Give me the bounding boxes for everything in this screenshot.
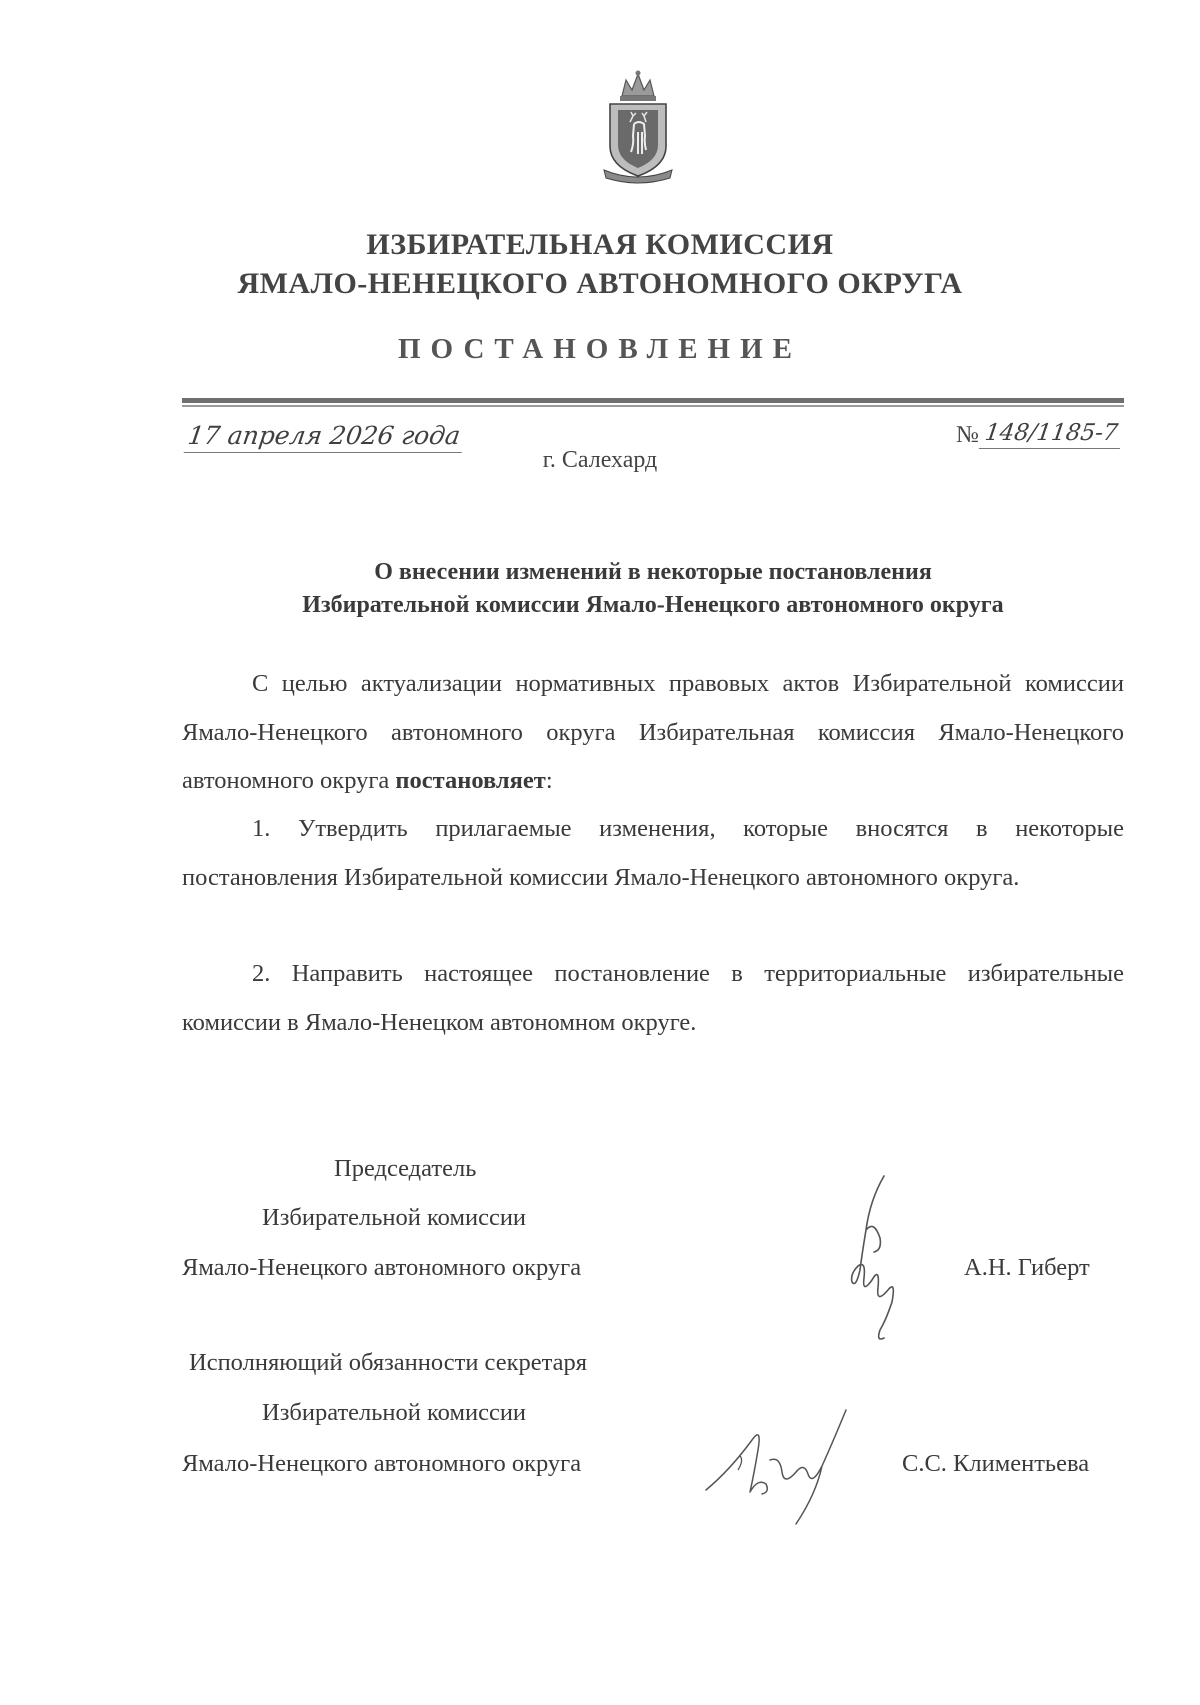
document-number: 148/1185-7 [979,418,1124,449]
signatory-role-line1: Исполняющий обязанности секретаря [189,1349,588,1376]
header-divider [182,398,1124,403]
document-type: ПОСТАНОВЛЕНИЕ [397,333,802,365]
document-city: г. Салехард [542,447,658,473]
organization-name-line2: ЯМАЛО-НЕНЕЦКОГО АВТОНОМНОГО ОКРУГА [237,267,963,300]
header-divider-thin [182,405,1124,407]
body-paragraph-3 [182,950,1124,1047]
body-paragraph-3-text: 2. Направить настоящее постановление в территориальные избирательные комиссии в Ямало-Ненецком автономном округе. [182,960,1124,1036]
body-paragraph-1-end: : [545,767,553,794]
document-number-block [956,418,1122,449]
signature-secretary [700,1400,870,1530]
document-title-line2: Избирательной комиссии Ямало-Ненецкого автономного округа [302,592,1004,618]
resolution-verb: постановляет [395,767,546,794]
signatory-role-line1: Председатель [334,1155,477,1182]
signatory-role-line3: Ямало-Ненецкого автономного округа [182,1254,582,1281]
signatory-name: С.С. Климентьева [902,1450,1090,1477]
signatory-name: А.Н. Гиберт [964,1254,1090,1281]
body-paragraph-1-text: С целью актуализации нормативных правовых актов Избирательной комиссии Ямало-Ненецкого автономного округа Избирательная комиссия Ямало-Ненецкого автономного округа [182,670,1124,794]
body-paragraph-2 [182,805,1124,902]
signatory-role-line2: Избирательной комиссии [262,1399,527,1426]
body-paragraph-1 [182,660,1124,806]
document-date: 17 апреля 2026 года [184,420,467,453]
signature-chairman [800,1170,910,1370]
body-paragraph-2-text: 1. Утвердить прилагаемые изменения, которые вносятся в некоторые постановления Избирательной комиссии Ямало-Ненецкого автономного округа. [182,815,1124,891]
document-title-line1: О внесении изменений в некоторые постановления [374,559,932,585]
signatory-role-line3: Ямало-Ненецкого автономного округа [182,1450,582,1477]
signatory-role-line2: Избирательной комиссии [262,1204,527,1231]
number-sign: № [956,422,979,448]
coat-of-arms-icon [600,66,676,184]
organization-name-line1: ИЗБИРАТЕЛЬНАЯ КОМИССИЯ [366,228,834,261]
